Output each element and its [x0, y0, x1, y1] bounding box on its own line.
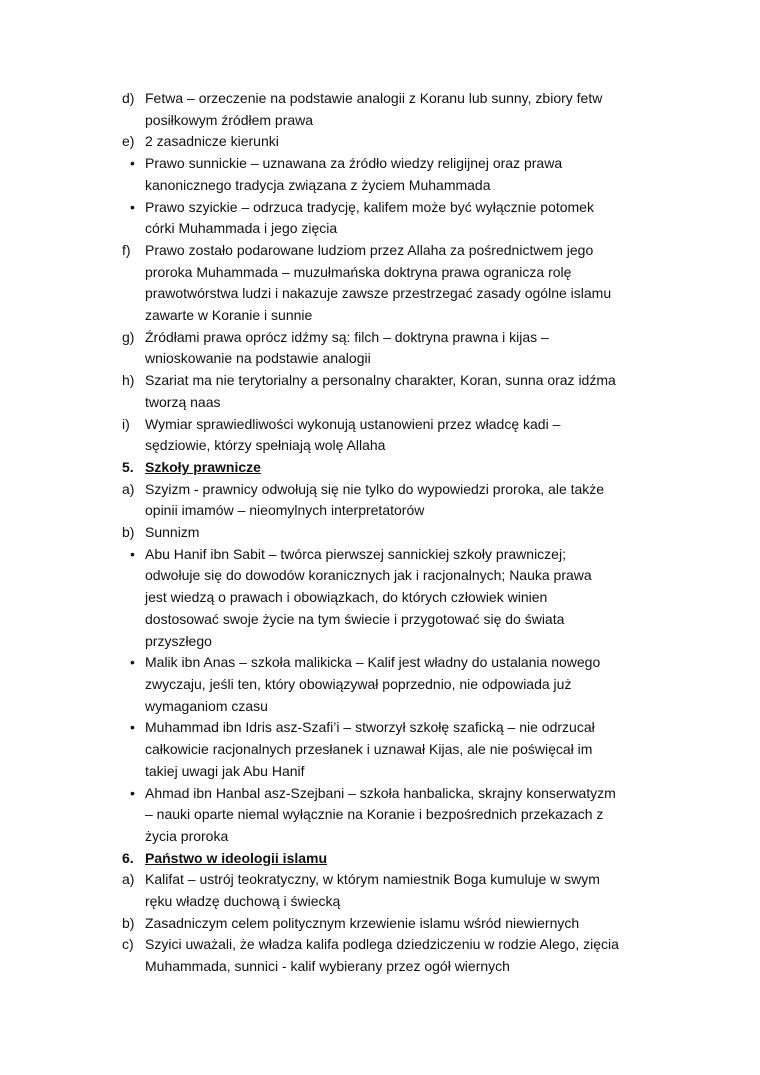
list-item	[0, 414, 760, 457]
item-marker: b)	[122, 524, 135, 541]
text-line: Malik ibn Anas – szkoła malikicka – Kalif jest władny do ustalania nowego	[145, 654, 601, 671]
text-line: Kalifat – ustrój teokratyczny, w którym namiestnik Boga kumuluje w swym	[145, 871, 600, 888]
text-line: wymaganiom czasu	[145, 697, 268, 714]
bullet-item	[0, 652, 760, 717]
item-marker: c)	[122, 936, 134, 953]
list-item	[0, 522, 760, 544]
text-line: Szariat ma nie terytorialny a personalny charakter, Koran, sunna oraz idźma	[145, 372, 616, 389]
text-line: odwołuje się do dowodów koranicznych jak i racjonalnych; Nauka prawa	[145, 567, 592, 584]
item-marker: 6.	[122, 849, 134, 866]
text-line: Muhammada, sunnici - kalif wybierany przez ogół wiernych	[145, 958, 510, 975]
item-text	[145, 913, 615, 935]
bullet-item	[0, 197, 760, 240]
section-heading	[0, 848, 760, 870]
bullet-item	[0, 783, 760, 848]
list-item	[0, 240, 760, 327]
text-line: Sunnizm	[145, 524, 200, 541]
item-text	[145, 848, 615, 870]
item-text	[145, 153, 615, 196]
text-line: Szyizm - prawnicy odwołują się nie tylko do wypowiedzi proroka, ale także	[145, 480, 605, 497]
item-text	[145, 717, 615, 782]
item-marker: d)	[122, 90, 135, 106]
item-text	[145, 414, 615, 457]
item-text	[145, 197, 615, 240]
text-line: Szkoły prawnicze	[145, 458, 261, 475]
item-marker: 5.	[122, 458, 134, 475]
item-text	[145, 479, 615, 522]
text-line: Wymiar sprawiedliwości wykonują ustanowieni przez władcę kadi –	[145, 415, 561, 432]
text-line: Zasadniczym celem politycznym krzewienie islamu wśród niewiernych	[145, 914, 580, 931]
item-marker: b)	[122, 914, 135, 931]
text-line: tworzą naas	[145, 393, 221, 410]
bullet-marker: •	[130, 654, 135, 671]
text-line: ręku władzę duchową i świecką	[145, 893, 341, 910]
item-text	[145, 544, 615, 653]
list-item	[0, 934, 760, 977]
item-text	[145, 652, 615, 717]
bullet-marker: •	[130, 545, 135, 562]
item-marker: g)	[122, 328, 135, 345]
list-item	[0, 479, 760, 522]
list-item	[0, 88, 760, 131]
item-text	[145, 88, 615, 131]
text-line: proroka Muhammada – muzułmańska doktryna prawa ogranicza rolę	[145, 263, 572, 280]
list-item	[0, 131, 760, 153]
document-page	[0, 88, 760, 978]
bullet-marker: •	[130, 784, 135, 801]
item-text	[145, 240, 615, 327]
text-line: jest wiedzą o prawach i obowiązkach, do których człowiek winien	[145, 589, 548, 606]
text-line: Abu Hanif ibn Sabit – twórca pierwszej sannickiej szkoły prawniczej;	[145, 545, 566, 562]
text-line: całkowicie racjonalnych przesłanek i uznawał Kijas, ale nie poświęcał im	[145, 741, 593, 758]
text-line: Ahmad ibn Hanbal asz-Szejbani – szkoła hanbalicka, skrajny konserwatyzm	[145, 784, 616, 801]
text-line: życia proroka	[145, 827, 229, 844]
item-text	[145, 457, 615, 479]
item-text	[145, 869, 615, 912]
text-line: zwyczaju, jeśli ten, który obowiązywał poprzednio, nie odpowiada już	[145, 675, 572, 692]
item-text	[145, 522, 615, 544]
item-marker: h)	[122, 372, 135, 389]
bullet-marker: •	[130, 198, 135, 215]
text-line: córki Muhammada i jego zięcia	[145, 220, 338, 237]
text-line: posiłkowym źródłem prawa	[145, 111, 314, 128]
text-line: opinii imamów – nieomylnych interpretatorów	[145, 502, 425, 519]
item-marker: e)	[122, 133, 135, 150]
item-marker: a)	[122, 480, 135, 497]
text-line: Muhammad ibn Idris asz-Szafi’i – stworzył szkołę szaficką – nie odrzucał	[145, 719, 595, 736]
text-line: przyszłego	[145, 632, 212, 649]
text-line: wnioskowanie na podstawie analogii	[145, 350, 371, 367]
bullet-marker: •	[130, 719, 135, 736]
text-line: takiej uwagi jak Abu Hanif	[145, 762, 305, 779]
item-text	[145, 934, 619, 977]
item-marker: f)	[122, 241, 131, 258]
item-text	[145, 370, 615, 413]
list-item	[0, 869, 760, 912]
bullet-item	[0, 717, 760, 782]
text-line: Prawo szyickie – odrzuca tradycję, kalifem może być wyłącznie potomek	[145, 198, 594, 215]
text-line: Prawo zostało podarowane ludziom przez Allaha za pośrednictwem jego	[145, 241, 594, 258]
item-marker: a)	[122, 871, 135, 888]
item-text	[145, 783, 615, 848]
text-line: Państwo w ideologii islamu	[145, 849, 328, 866]
text-line: – nauki oparte niemal wyłącznie na Koranie i bezpośrednich przekazach z	[145, 806, 604, 823]
text-line: zawarte w Koranie i sunnie	[145, 307, 313, 324]
list-item	[0, 370, 760, 413]
item-text	[145, 131, 615, 153]
bullet-marker: •	[130, 155, 135, 172]
text-line: kanonicznego tradycja związana z życiem Muhammada	[145, 176, 491, 193]
text-line: Szyici uważali, że władza kalifa podlega dziedziczeniu w rodzie Alego, zięcia	[145, 936, 619, 953]
text-line: Źródłami prawa oprócz idźmy są: filch – doktryna prawna i kijas –	[145, 328, 549, 345]
text-line: 2 zasadnicze kierunki	[145, 133, 279, 150]
text-line: Fetwa – orzeczenie na podstawie analogii z Koranu lub sunny, zbiory fetw	[145, 90, 603, 106]
section-heading	[0, 457, 760, 479]
text-line: dostosować swoje życie na tym świecie i przygotować się do świata	[145, 610, 565, 627]
list-item	[0, 327, 760, 370]
item-text	[145, 327, 615, 370]
bullet-item	[0, 544, 760, 653]
text-line: prawotwórstwa ludzi i nakazuje zawsze przestrzegać zasady ogólne islamu	[145, 285, 612, 302]
list-item	[0, 913, 760, 935]
item-marker: i)	[122, 415, 130, 432]
bullet-item	[0, 153, 760, 196]
text-line: Prawo sunnickie – uznawana za źródło wiedzy religijnej oraz prawa	[145, 155, 563, 172]
text-line: sędziowie, którzy spełniają wolę Allaha	[145, 437, 386, 454]
